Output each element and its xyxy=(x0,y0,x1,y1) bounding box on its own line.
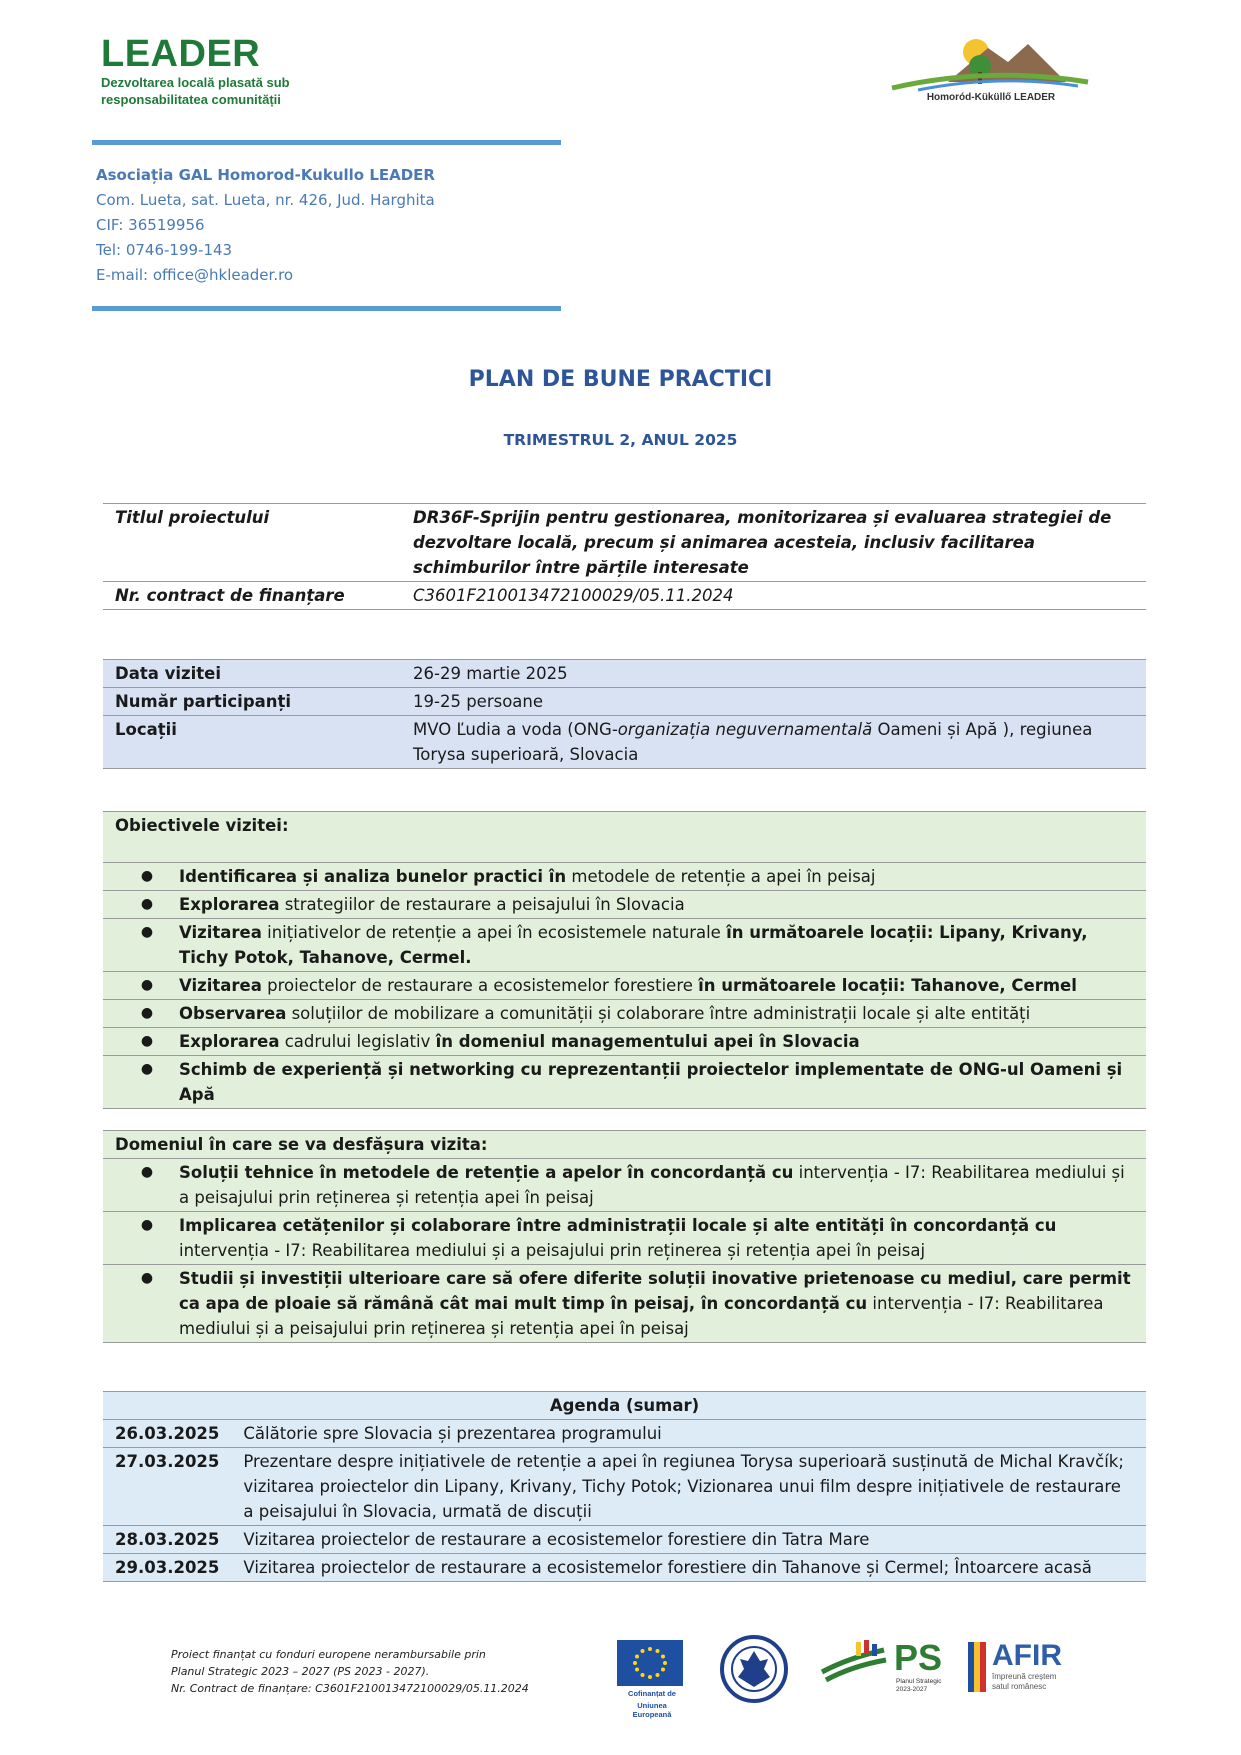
objective-text: cadrului legislativ xyxy=(279,1032,436,1051)
project-info-table xyxy=(103,503,1146,610)
agenda-heading: Agenda (sumar) xyxy=(103,1392,1146,1420)
government-seal-icon xyxy=(720,1635,788,1703)
domain-table xyxy=(103,1130,1146,1343)
funding-note-line2: Planul Strategic 2023 – 2027 (PS 2023 - 2027). xyxy=(171,1665,430,1678)
government-of-romania-logo xyxy=(720,1635,788,1703)
table-row xyxy=(103,919,1146,972)
homorod-kukullo-logo-caption: Homoród-Küküllő LEADER xyxy=(926,92,1056,103)
locations-value-italic: organizația neguvernamentală xyxy=(617,720,873,739)
contact-block xyxy=(96,163,556,288)
funding-note-line3: Nr. Contract de finanțare: C3601F210013472100029/05.11.2024 xyxy=(171,1682,529,1695)
bullet-icon: ● xyxy=(140,1033,154,1049)
bullet-icon: ● xyxy=(140,924,154,940)
contract-number-label: Nr. contract de finanțare xyxy=(103,582,401,610)
locations-value-part: MVO Ľudia a voda (ONG- xyxy=(413,720,618,739)
table-row xyxy=(103,1448,1146,1526)
agenda-table xyxy=(103,1391,1146,1582)
organization-cif: CIF: 36519956 xyxy=(96,216,205,234)
strategic-plan-caption-line1: Planul Strategic xyxy=(896,1678,942,1685)
leader-logo xyxy=(101,34,461,108)
locations-label: Locații xyxy=(103,716,401,769)
list-item xyxy=(115,1001,1134,1026)
list-item xyxy=(115,864,1134,889)
visit-info-table xyxy=(103,659,1146,769)
agenda-activity: Prezentare despre inițiativele de retenție a apei în regiunea Torysa superioară susținută de Michal Kravčík; vizitarea proiectelor din Lipany, Krivany, Tichy Potok; Vizionarea unui film despre inițiativele de restaurare a peisajului în Slovacia, urmată de discuții xyxy=(231,1448,1146,1526)
agenda-date: 26.03.2025 xyxy=(103,1420,231,1448)
bullet-icon: ● xyxy=(140,1061,154,1077)
list-item xyxy=(115,1057,1134,1107)
document-subtitle: TRIMESTRUL 2, ANUL 2025 xyxy=(503,431,738,449)
afir-logo xyxy=(964,1638,1074,1698)
visit-date-value: 26-29 martie 2025 xyxy=(401,660,1146,688)
contract-number-value: C3601F210013472100029/05.11.2024 xyxy=(401,582,1146,610)
leader-logo-subtitle-line2: responsabilitatea comunității xyxy=(101,92,281,107)
leader-logo-subtitle-line1: Dezvoltarea locală plasată sub xyxy=(101,75,290,90)
table-row xyxy=(103,688,1146,716)
table-row xyxy=(103,660,1146,688)
table-row xyxy=(103,1265,1146,1343)
objective-bold: în următoarele locații: Lipany, Krivany, Tichy Potok, Tahanove, Cermel. xyxy=(179,923,1088,967)
objective-text: strategiilor de restaurare a peisajului în Slovacia xyxy=(279,895,685,914)
visit-date-label: Data vizitei xyxy=(103,660,401,688)
table-row xyxy=(103,1392,1146,1420)
table-row xyxy=(103,1159,1146,1212)
wheat-icon xyxy=(964,1638,990,1696)
homorod-kukullo-logo xyxy=(888,36,1094,108)
objective-bold: Vizitarea xyxy=(179,976,262,995)
agenda-date: 28.03.2025 xyxy=(103,1526,231,1554)
agenda-activity: Vizitarea proiectelor de restaurare a ecosistemelor forestiere din Tatra Mare xyxy=(231,1526,1146,1554)
domain-bold: Studii și investiții ulterioare care să ofere diferite soluții inovative prietenoase cu mediul, care permit ca apa de ploaie să rămână cât mai mult timp în peisaj, în concordanță cu xyxy=(179,1269,1131,1313)
table-row xyxy=(103,1028,1146,1056)
objective-bold: în domeniul managementului apei în Slovacia xyxy=(435,1032,860,1051)
list-item xyxy=(115,1266,1134,1341)
afir-caption-line1: împreună creștem xyxy=(992,1672,1057,1681)
domain-bold: Soluții tehnice în metodele de retenție a apelor în concordanță cu xyxy=(179,1163,794,1182)
table-row xyxy=(103,716,1146,769)
header-divider-bottom xyxy=(92,306,561,311)
objective-text: metodele de retenție a apei în peisaj xyxy=(566,867,876,886)
locations-value xyxy=(401,716,1146,769)
locations-value-part: Oameni și Apă ), regiunea Torysa superioară, Slovacia xyxy=(413,720,1093,764)
agenda-date: 29.03.2025 xyxy=(103,1554,231,1582)
list-item xyxy=(115,1160,1134,1210)
domain-heading: Domeniul în care se va desfășura vizita: xyxy=(103,1131,1146,1159)
objective-bold: în următoarele locații: Tahanove, Cermel xyxy=(698,976,1077,995)
landscape-icon xyxy=(888,36,1094,92)
table-row xyxy=(103,972,1146,1000)
list-item xyxy=(115,892,1134,917)
table-row xyxy=(103,863,1146,891)
participants-label: Număr participanți xyxy=(103,688,401,716)
strategic-plan-icon xyxy=(818,1638,890,1688)
document-title: PLAN DE BUNE PRACTICI xyxy=(468,367,773,392)
project-title-value: DR36F-Sprijin pentru gestionarea, monitorizarea și evaluarea strategiei de dezvoltare locală, precum și animarea acesteia, inclusiv facilitarea schimburilor între părțile interesate xyxy=(401,504,1146,582)
list-item xyxy=(115,1029,1134,1054)
strategic-plan-logo xyxy=(818,1638,946,1700)
participants-value: 19-25 persoane xyxy=(401,688,1146,716)
eu-flag-icon xyxy=(617,1640,683,1686)
funding-note xyxy=(171,1646,611,1697)
header-divider-top xyxy=(92,140,561,145)
bullet-icon: ● xyxy=(140,1270,154,1286)
table-row xyxy=(103,1056,1146,1109)
agenda-date: 27.03.2025 xyxy=(103,1448,231,1526)
bullet-icon: ● xyxy=(140,1005,154,1021)
agenda-activity: Vizitarea proiectelor de restaurare a ecosistemelor forestiere din Tahanove și Cermel; Întoarcere acasă xyxy=(231,1554,1146,1582)
organization-name: Asociația GAL Homorod-Kukullo LEADER xyxy=(96,166,435,184)
table-row xyxy=(103,582,1146,610)
list-item xyxy=(115,1213,1134,1263)
table-row xyxy=(103,1131,1146,1159)
eu-logo xyxy=(617,1640,687,1719)
objective-bold: Observarea xyxy=(179,1004,287,1023)
strategic-plan-caption-line2: 2023-2027 xyxy=(896,1686,928,1693)
leader-logo-title: LEADER xyxy=(101,33,261,75)
bullet-icon: ● xyxy=(140,868,154,884)
objective-bold: Explorarea xyxy=(179,1032,280,1051)
eu-caption-line1: Cofinanțat de xyxy=(628,1689,676,1698)
bullet-icon: ● xyxy=(140,896,154,912)
table-row xyxy=(103,1554,1146,1582)
strategic-plan-label: PS xyxy=(894,1637,943,1678)
table-row xyxy=(103,891,1146,919)
table-row xyxy=(103,504,1146,582)
organization-phone: Tel: 0746-199-143 xyxy=(96,241,233,259)
afir-label: AFIR xyxy=(992,1639,1062,1672)
domain-bold: Implicarea cetățenilor și colaborare între administrații locale și alte entități în concordanță cu xyxy=(179,1216,1057,1235)
bullet-icon: ● xyxy=(140,1164,154,1180)
objective-text: soluțiilor de mobilizare a comunității și colaborare între administrații locale și alte entități xyxy=(286,1004,1031,1023)
bullet-icon: ● xyxy=(140,977,154,993)
domain-text: intervenția - I7: Reabilitarea mediului și a peisajului prin reținerea și retenția apei în peisaj xyxy=(179,1294,1104,1338)
table-row xyxy=(103,812,1146,863)
objective-text: inițiativelor de retenție a apei în ecosistemele naturale xyxy=(261,923,727,942)
afir-caption-line2: satul românesc xyxy=(992,1682,1047,1691)
table-row xyxy=(103,1420,1146,1448)
organization-email: E-mail: office@hkleader.ro xyxy=(96,266,294,284)
funding-note-line1: Proiect finanțat cu fonduri europene nerambursabile prin xyxy=(171,1648,486,1661)
domain-text: intervenția - I7: Reabilitarea mediului și a peisajului prin reținerea și retenția apei în peisaj xyxy=(179,1241,926,1260)
table-row xyxy=(103,1526,1146,1554)
bullet-icon: ● xyxy=(140,1217,154,1233)
domain-text: intervenția - I7: Reabilitarea mediului și a peisajului prin reținerea și retenția apei în peisaj xyxy=(179,1163,1125,1207)
organization-address: Com. Lueta, sat. Lueta, nr. 426, Jud. Harghita xyxy=(96,191,435,209)
objectives-heading: Obiectivele vizitei: xyxy=(103,812,1146,863)
list-item xyxy=(115,973,1134,998)
eu-caption-line2: Uniunea Europeană xyxy=(632,1701,672,1719)
objectives-table xyxy=(103,811,1146,1109)
objective-bold: Identificarea și analiza bunelor practici în xyxy=(179,867,567,886)
table-row xyxy=(103,1212,1146,1265)
list-item xyxy=(115,920,1134,970)
project-title-label: Titlul proiectului xyxy=(103,504,401,582)
objective-bold: Vizitarea xyxy=(179,923,262,942)
objective-text: proiectelor de restaurare a ecosistemelor forestiere xyxy=(261,976,699,995)
agenda-activity: Călătorie spre Slovacia și prezentarea programului xyxy=(231,1420,1146,1448)
objective-bold: Explorarea xyxy=(179,895,280,914)
objective-bold: Schimb de experiență și networking cu reprezentanții proiectelor implementate de ONG-ul Oameni și Apă xyxy=(179,1060,1123,1104)
table-row xyxy=(103,1000,1146,1028)
